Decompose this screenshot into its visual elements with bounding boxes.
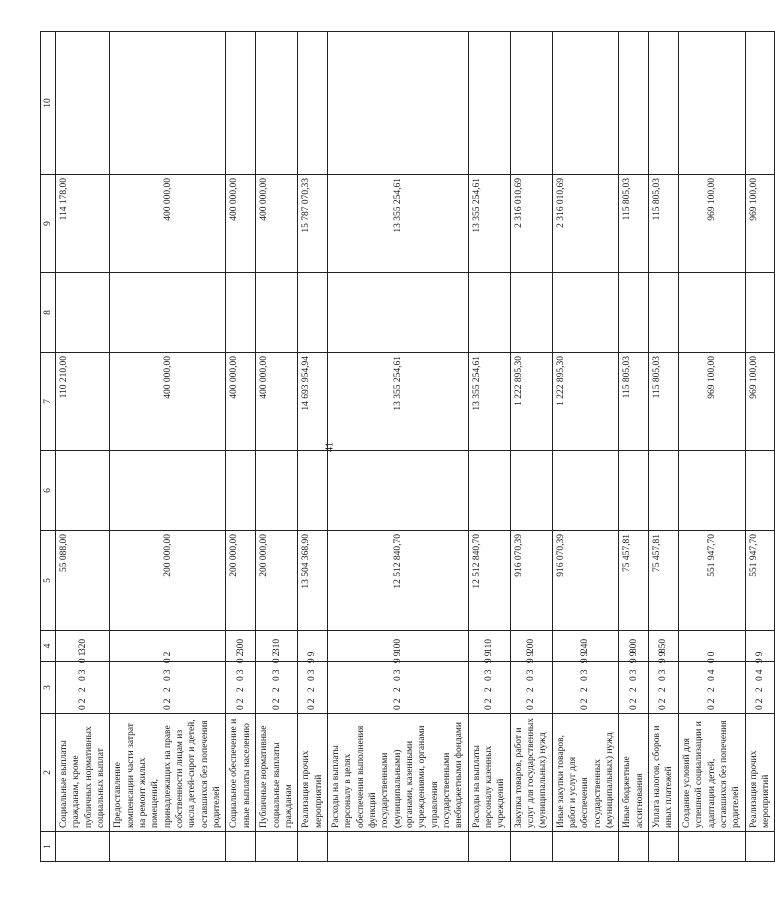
row-value-8: [327, 273, 468, 353]
table-body: [41, 32, 775, 862]
row-value-10: [552, 32, 619, 175]
row-value-5: 551 947,70: [678, 531, 745, 631]
row-value-10: [110, 32, 226, 175]
row-name: Иные бюджетные ассигнования: [619, 714, 649, 832]
row-value-7: 1 222 895,30: [510, 353, 552, 451]
row-value-10: [468, 32, 510, 175]
row-value-10: [327, 32, 468, 175]
row-value-8: [510, 273, 552, 353]
rotated-page-content: [40, 32, 771, 862]
row-index-cell: [468, 832, 510, 862]
row-value-6: [745, 451, 775, 531]
row-value-9: 400 000,00: [256, 175, 298, 273]
row-code: 02 2 03 01: [56, 662, 110, 714]
column-header-1: 1: [41, 832, 56, 862]
row-value-7: 115 805,03: [619, 353, 649, 451]
table-row: [510, 32, 552, 862]
row-index-cell: [619, 832, 649, 862]
column-header-8: 8: [41, 273, 56, 353]
row-value-9: 969 100,00: [678, 175, 745, 273]
row-code: 02 2 03 99: [468, 662, 510, 714]
row-value-6: [226, 451, 256, 531]
row-name: Уплата налогов, сборов и иных платежей: [649, 714, 679, 832]
row-value-8: [56, 273, 110, 353]
row-expense-type: 110: [468, 631, 510, 662]
row-index-cell: [327, 832, 468, 862]
row-value-8: [678, 273, 745, 353]
row-value-9: 400 000,00: [110, 175, 226, 273]
row-value-9: 400 000,00: [226, 175, 256, 273]
row-name: Социальное обеспечение и иные выплаты населению: [226, 714, 256, 832]
row-value-9: 2 316 010,69: [552, 175, 619, 273]
budget-table: [40, 31, 775, 862]
row-value-10: [619, 32, 649, 175]
row-value-7: 400 000,00: [110, 353, 226, 451]
column-header-6: 6: [41, 451, 56, 531]
row-code: 02 2 03 02: [226, 662, 256, 714]
row-value-6: [56, 451, 110, 531]
row-name: Закупка товаров, работ и услуг для государственных (муниципальных) нужд: [510, 714, 552, 832]
row-value-5: 12 512 840,70: [327, 531, 468, 631]
header-row: [41, 32, 56, 862]
row-value-10: [678, 32, 745, 175]
row-value-10: [298, 32, 328, 175]
row-name: Реализация прочих мероприятий: [745, 714, 775, 832]
row-value-7: 115 805,03: [649, 353, 679, 451]
row-value-8: [552, 273, 619, 353]
row-value-9: 114 178,00: [56, 175, 110, 273]
row-value-8: [619, 273, 649, 353]
row-value-6: [552, 451, 619, 531]
row-index-cell: [745, 832, 775, 862]
row-value-8: [649, 273, 679, 353]
row-value-9: 2 316 010,69: [510, 175, 552, 273]
row-index-cell: [678, 832, 745, 862]
row-value-7: 400 000,00: [256, 353, 298, 451]
column-header-5: 5: [41, 531, 56, 631]
row-code: 02 2 04 00: [678, 662, 745, 714]
row-value-10: [649, 32, 679, 175]
row-value-5: 75 457,81: [619, 531, 649, 631]
row-value-10: [256, 32, 298, 175]
table-row: [110, 32, 226, 862]
row-value-5: 75 457,81: [649, 531, 679, 631]
row-value-8: [745, 273, 775, 353]
row-value-5: 200 000,00: [256, 531, 298, 631]
row-code: 02 2 03 99: [552, 662, 619, 714]
row-value-6: [468, 451, 510, 531]
row-value-5: 13 504 368,90: [298, 531, 328, 631]
row-name: Реализация прочих мероприятий: [298, 714, 328, 832]
row-value-6: [510, 451, 552, 531]
row-value-7: 13 355 254,61: [327, 353, 468, 451]
table-row: [327, 32, 468, 862]
row-index-cell: [510, 832, 552, 862]
row-value-6: [649, 451, 679, 531]
page-number: 41: [324, 442, 336, 452]
table-row: [256, 32, 298, 862]
table-row: [298, 32, 328, 862]
row-index-cell: [110, 832, 226, 862]
row-expense-type: 200: [510, 631, 552, 662]
row-value-10: [56, 32, 110, 175]
row-value-7: 14 693 954,94: [298, 353, 328, 451]
column-header-7: 7: [41, 353, 56, 451]
row-expense-type: 240: [552, 631, 619, 662]
row-name: Расходы на выплаты персоналу в целях обеспечения выполнения функций государственными (муниципальными) органами, казенными учреждениями, органами управления государственными внебюджетными фондами: [327, 714, 468, 832]
row-value-6: [298, 451, 328, 531]
row-value-6: [327, 451, 468, 531]
row-index-cell: [226, 832, 256, 862]
row-value-9: 15 787 070,33: [298, 175, 328, 273]
row-code: 02 2 04 99: [745, 662, 775, 714]
row-value-7: 969 100,00: [678, 353, 745, 451]
row-expense-type: 800: [619, 631, 649, 662]
row-name: Публичные нормативные социальные выплаты гражданам: [256, 714, 298, 832]
row-value-8: [468, 273, 510, 353]
column-header-9: 9: [41, 175, 56, 273]
row-code: 02 2 03 99: [649, 662, 679, 714]
table-row: [619, 32, 649, 862]
table-row: [468, 32, 510, 862]
row-code: 02 2 03 99: [298, 662, 328, 714]
row-value-8: [256, 273, 298, 353]
row-code: 02 2 03 99: [327, 662, 468, 714]
table-row: [56, 32, 110, 862]
column-header-3: 3: [41, 662, 56, 714]
row-value-5: 916 070,39: [552, 531, 619, 631]
row-value-7: 969 100,00: [745, 353, 775, 451]
row-name: Создание условий для успешной социализации и адаптации детей, оставшихся без попечения родителей: [678, 714, 745, 832]
row-name: Иные закупки товаров, работ и услуг для обеспечения государственных (муниципальных) нужд: [552, 714, 619, 832]
row-expense-type: 100: [327, 631, 468, 662]
row-value-5: 200 000,00: [226, 531, 256, 631]
table-row: [745, 32, 775, 862]
row-value-7: 400 000,00: [226, 353, 256, 451]
row-code: 02 2 03 99: [619, 662, 649, 714]
column-header-2: 2: [41, 714, 56, 832]
row-expense-type: 320: [56, 631, 110, 662]
row-value-5: 55 088,00: [56, 531, 110, 631]
row-index-cell: [56, 832, 110, 862]
row-expense-type: 300: [226, 631, 256, 662]
row-name: Расходы на выплаты персоналу казенных учреждений: [468, 714, 510, 832]
row-value-5: 551 947,70: [745, 531, 775, 631]
row-name: Социальные выплаты гражданам, кроме публичных нормативных социальных выплат: [56, 714, 110, 832]
row-value-8: [110, 273, 226, 353]
row-value-8: [226, 273, 256, 353]
row-code: 02 2 03 02: [256, 662, 298, 714]
row-value-7: 13 355 254,61: [468, 353, 510, 451]
row-value-10: [226, 32, 256, 175]
row-code: 02 2 03 02: [110, 662, 226, 714]
row-value-6: [678, 451, 745, 531]
row-value-7: 110 210,00: [56, 353, 110, 451]
row-value-5: 200 000,00: [110, 531, 226, 631]
row-value-9: 969 100,00: [745, 175, 775, 273]
column-header-10: 10: [41, 32, 56, 175]
row-value-9: 13 355 254,61: [468, 175, 510, 273]
row-code: 02 2 03 99: [510, 662, 552, 714]
row-name: Предоставление компенсации части затрат на ремонт жилых помещений, принадлежащих на праве собственности лицам из числа детей-сирот и детей, оставшихся без попечения родителей: [110, 714, 226, 832]
row-value-6: [619, 451, 649, 531]
row-expense-type: 310: [256, 631, 298, 662]
row-value-5: 12 512 840,70: [468, 531, 510, 631]
table-row: [649, 32, 679, 862]
column-header-4: 4: [41, 631, 56, 662]
table-row: [552, 32, 619, 862]
row-value-7: 1 222 895,30: [552, 353, 619, 451]
row-value-8: [298, 273, 328, 353]
row-index-cell: [256, 832, 298, 862]
table-row: [678, 32, 745, 862]
row-value-9: 115 805,03: [649, 175, 679, 273]
row-value-9: 13 355 254,61: [327, 175, 468, 273]
row-value-10: [745, 32, 775, 175]
row-index-cell: [298, 832, 328, 862]
row-value-6: [256, 451, 298, 531]
row-index-cell: [649, 832, 679, 862]
row-value-9: 115 805,03: [619, 175, 649, 273]
row-value-10: [510, 32, 552, 175]
row-index-cell: [552, 832, 619, 862]
row-expense-type: 850: [649, 631, 679, 662]
row-value-6: [110, 451, 226, 531]
row-value-5: 916 070,39: [510, 531, 552, 631]
table-row: [226, 32, 256, 862]
